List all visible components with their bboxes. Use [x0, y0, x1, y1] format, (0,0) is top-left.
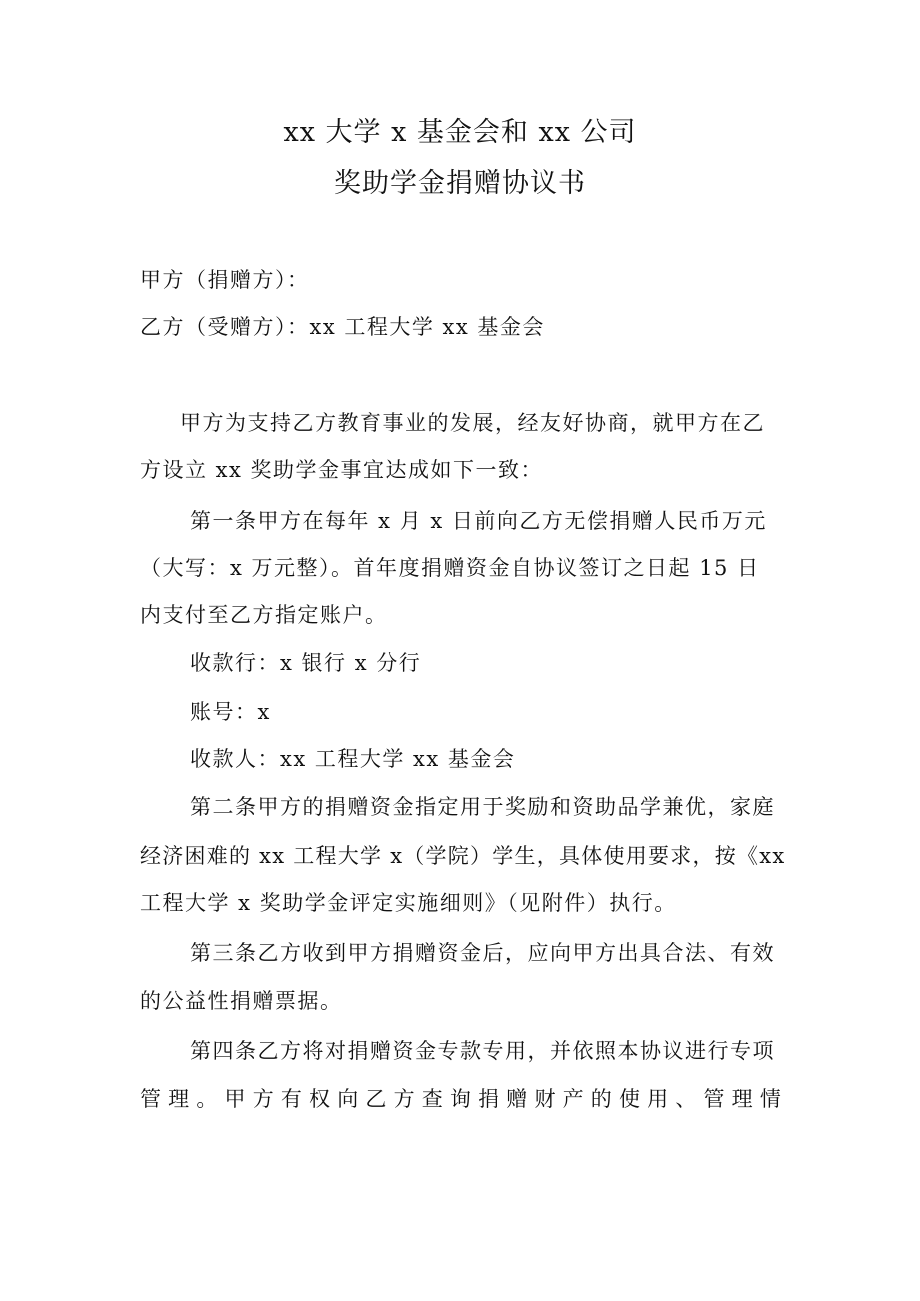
party-a-label: 甲方（捐赠方）： [140, 268, 310, 292]
account-line: 账号：x [190, 700, 271, 724]
article-3-line-2: 的公益性捐赠票据。 [140, 989, 343, 1013]
payee-line: 收款人：xx 工程大学 xx 基金会 [190, 747, 516, 771]
article-2-line-1: 第二条甲方的捐赠资金指定用于奖励和资助品学兼优，家庭 [190, 795, 775, 819]
intro-paragraph-line-2: 方设立 xx 奖助学金事宜达成如下一致： [140, 458, 544, 482]
party-b-label: 乙方（受赠方）：xx 工程大学 xx 基金会 [140, 315, 545, 339]
article-4-line-2: 管 理 。 甲 方 有 权 向 乙 方 查 询 捐 赠 财 产 的 使 用 、 管 理 情 [140, 1087, 782, 1111]
article-1-line-1: 第一条甲方在每年 x 月 x 日前向乙方无偿捐赠人民币万元 [190, 509, 767, 533]
article-4-line-1: 第四条乙方将对捐赠资金专款专用，并依照本协议进行专项 [190, 1039, 775, 1063]
article-3-line-1: 第三条乙方收到甲方捐赠资金后，应向甲方出具合法、有效 [190, 941, 775, 965]
article-1-line-2: （大写：x 万元整）。首年度捐赠资金自协议签订之日起 15 日 [140, 556, 760, 580]
intro-paragraph-line-1: 甲方为支持乙方教育事业的发展，经友好协商，就甲方在乙 [180, 411, 765, 435]
article-1-line-3: 内支付至乙方指定账户。 [140, 603, 388, 627]
article-2-line-3: 工程大学 x 奖助学金评定实施细则》（见附件）执行。 [140, 891, 677, 915]
document-title-line-2: 奖助学金捐赠协议书 [334, 168, 586, 199]
bank-line: 收款行：x 银行 x 分行 [190, 651, 422, 675]
article-2-line-2: 经济困难的 xx 工程大学 x（学院）学生，具体使用要求，按《xx [140, 844, 786, 868]
document-title-line-1: xx 大学 x 基金会和 xx 公司 [283, 117, 637, 148]
